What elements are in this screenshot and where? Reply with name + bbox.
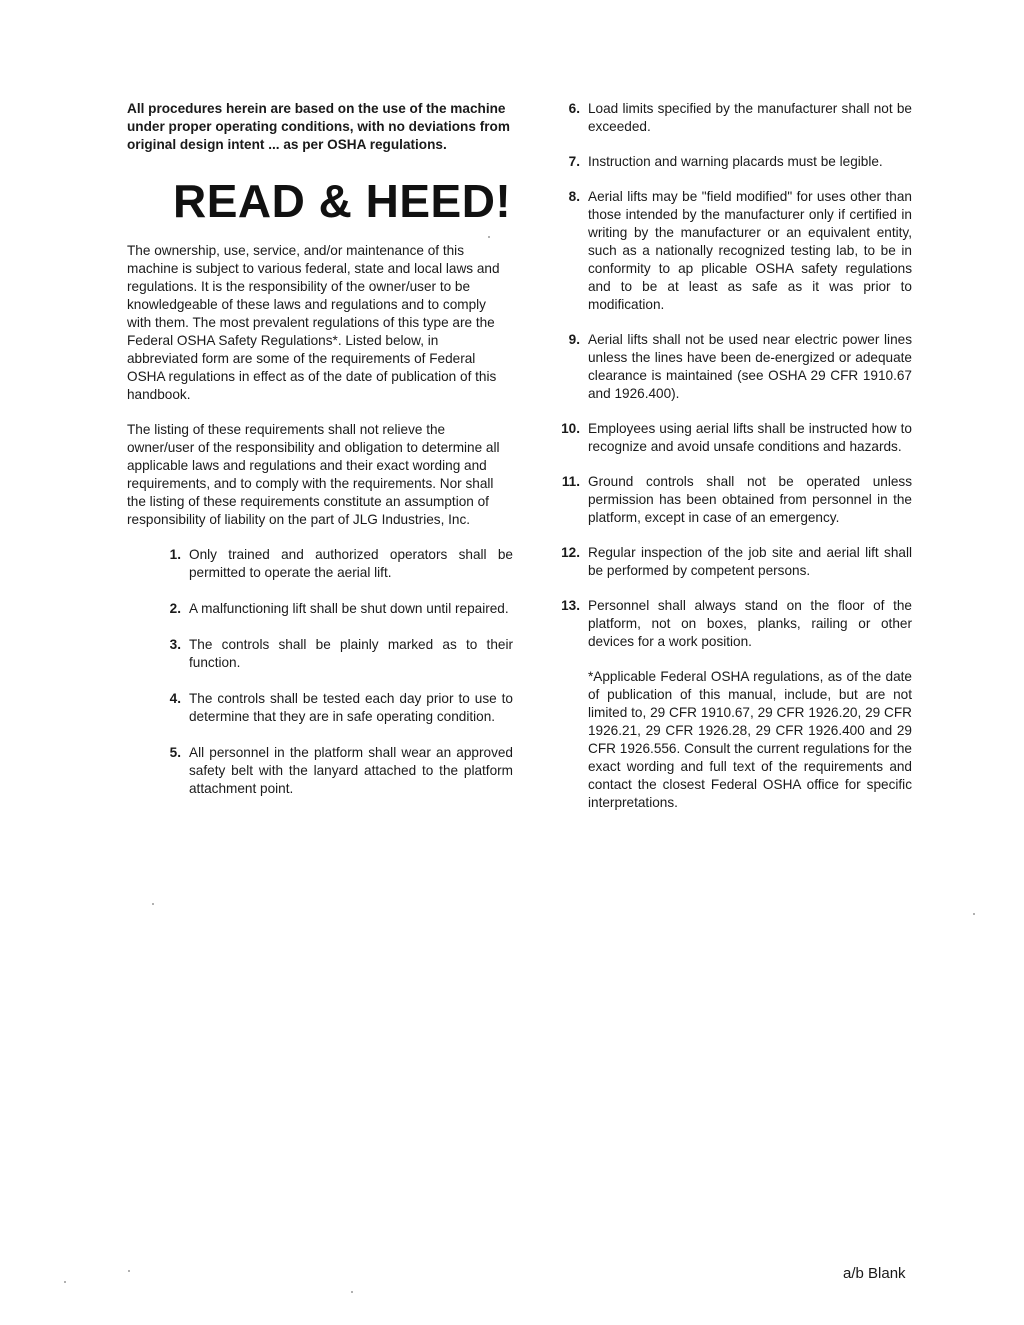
list-item: [554, 331, 912, 403]
item-text: A malfunctioning lift shall be shut down until repaired.: [189, 601, 509, 616]
scan-speck: [973, 913, 975, 915]
list-item: [164, 636, 513, 672]
page-title: READ & HEED!: [173, 175, 512, 227]
item-text: Regular inspection of the job site and aerial lift shall be performed by competent persons.: [588, 545, 912, 578]
requirements-list-left: [164, 546, 513, 798]
list-item: [554, 544, 912, 580]
listing-paragraph: The listing of these requirements shall not relieve the owner/user of the responsibility and obligation to determine all applicable laws and regulations and their exact wording and requirements, and to comply with the requirements. Nor shall the listing of these requirements constitute an assumption of responsibility of liability on the part of JLG Industries, Inc.: [127, 422, 500, 527]
item-text: Load limits specified by the manufacturer shall not be exceeded.: [588, 101, 912, 134]
scan-speck: [488, 236, 490, 238]
item-text: Aerial lifts shall not be used near electric power lines unless the lines have been de-energized or adequate clearance is maintained (see OSHA 29 CFR 1910.67 and 1926.400).: [588, 332, 912, 401]
list-item: [554, 420, 912, 456]
item-text: The controls shall be plainly marked as to their function.: [189, 637, 513, 670]
list-item: [164, 744, 513, 798]
right-column: [556, 100, 912, 812]
item-number: 9.: [568, 332, 580, 347]
item-number: 10.: [561, 421, 580, 436]
item-number: 3.: [169, 637, 181, 652]
page-footer: a/b Blank: [843, 1265, 906, 1282]
scan-speck: [152, 903, 154, 905]
item-number: 2.: [169, 601, 181, 616]
list-item: [554, 597, 912, 651]
item-number: 11.: [561, 474, 580, 489]
item-text: Personnel shall always stand on the floor of the platform, not on boxes, planks, railing or other devices for a work position.: [588, 598, 912, 649]
requirements-list-right: [554, 100, 912, 651]
ownership-paragraph: The ownership, use, service, and/or maintenance of this machine is subject to various federal, state and local laws and regulations. It is the responsibility of the owner/user to be knowledgeable of these laws and regulations and to comply with them. The most prevalent regulations of this type are the Federal OSHA Safety Regulations*. Listed below, in abbreviated form are some of the requirements of Federal OSHA regulations in effect as of the date of publication of this handbook.: [127, 243, 500, 402]
list-item: [164, 690, 513, 726]
item-text: The controls shall be tested each day prior to use to determine that they are in safe operating condition.: [189, 691, 513, 724]
scan-speck: [128, 1270, 130, 1272]
scan-speck: [351, 1291, 353, 1293]
list-item: [164, 600, 513, 618]
item-number: 12.: [561, 545, 580, 560]
intro-statement: All procedures herein are based on the use of the machine under proper operating conditions, with no deviations from original design intent ... as per OSHA regulations.: [127, 101, 510, 152]
item-number: 1.: [169, 547, 181, 562]
left-column: [127, 100, 513, 816]
item-number: 8.: [568, 189, 580, 204]
list-item: [554, 188, 912, 314]
item-text: Only trained and authorized operators shall be permitted to operate the aerial lift.: [189, 547, 513, 580]
item-text: Instruction and warning placards must be legible.: [588, 154, 883, 169]
list-item: [554, 473, 912, 527]
item-number: 6.: [568, 101, 580, 116]
item-number: 7.: [568, 154, 580, 169]
item-number: 4.: [169, 691, 181, 706]
item-number: 13.: [561, 598, 580, 613]
osha-footnote: *Applicable Federal OSHA regulations, as of the date of publication of this manual, include, but are not limited to, 29 CFR 1910.67, 29 CFR 1926.20, 29 CFR 1926.21, 29 CFR 1926.28, 29 CFR 1926.400 and 29 CFR 1926.556. Consult the current regulations for the exact wording and full text of the requirements and contact the closest Federal OSHA office for specific interpretations.: [588, 669, 912, 810]
item-text: Aerial lifts may be "field modified" for uses other than those intended by the manufacturer only if certified in writing by the manufacturer or an equivalent entity, such as a nationally recognized testing lab, to be in conformity to ap plicable OSHA safety regulations and to be at least as safe as it was prior to modification.: [588, 189, 912, 312]
item-text: Employees using aerial lifts shall be instructed how to recognize and avoid unsafe conditions and hazards.: [588, 421, 912, 454]
list-item: [164, 546, 513, 582]
list-item: [554, 153, 912, 171]
list-item: [554, 100, 912, 136]
item-text: Ground controls shall not be operated unless permission has been obtained from personnel in the platform, except in case of an emergency.: [588, 474, 912, 525]
item-number: 5.: [169, 745, 181, 760]
scan-speck: [64, 1281, 66, 1283]
item-text: All personnel in the platform shall wear an approved safety belt with the lanyard attached to the platform attachment point.: [189, 745, 513, 796]
